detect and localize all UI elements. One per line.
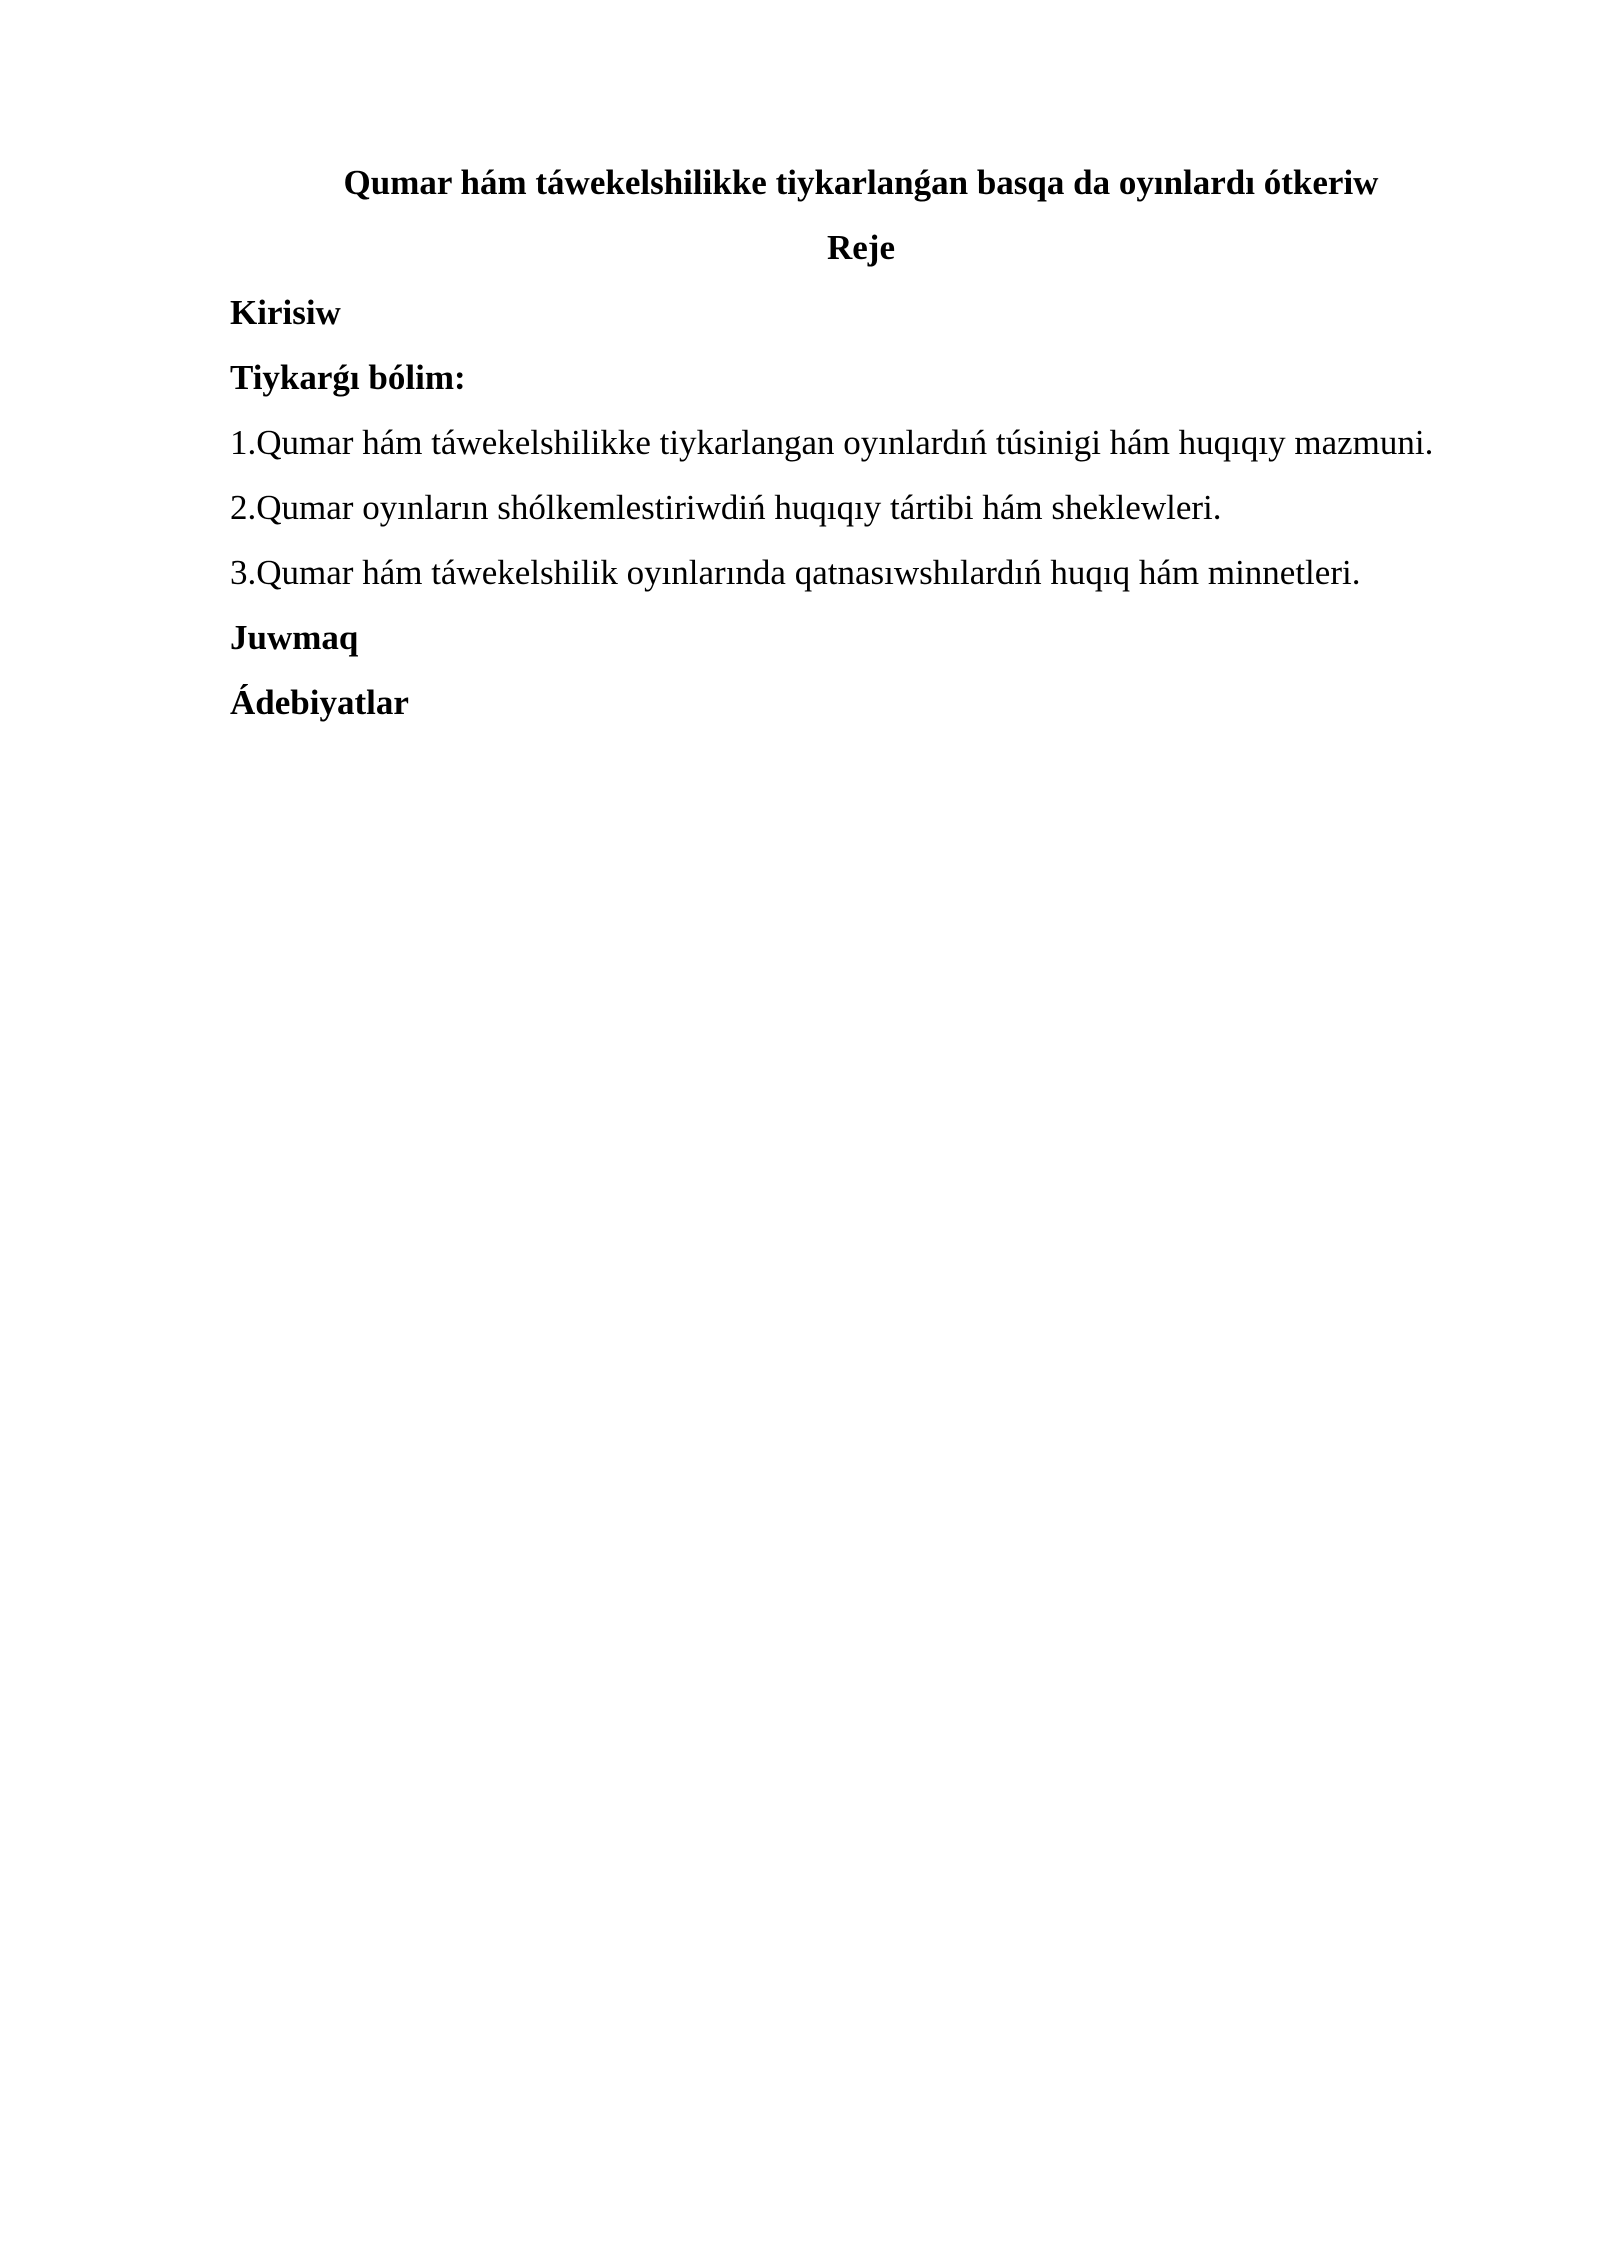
document-title: Qumar hám táwekelshilikke tiykarlanǵan basqa da oyınlardı ótkeriw bbox=[343, 163, 1379, 202]
section-main-part: Tiykarǵı bólim: bbox=[230, 358, 466, 397]
section-intro: Kirisiw bbox=[230, 293, 341, 332]
outline-item-number: 2. bbox=[230, 488, 257, 527]
outline-item-2 bbox=[230, 475, 1492, 540]
document-content bbox=[230, 150, 1492, 735]
section-conclusion: Juwmaq bbox=[230, 618, 359, 657]
outline-item-text: Qumar hám táwekelshilikke tiykarlangan oyınlardıń túsinigi hám huqıqıy mazmuni. bbox=[256, 423, 1434, 462]
outline-item-3 bbox=[230, 540, 1492, 605]
outline-list bbox=[230, 410, 1492, 605]
outline-item-text: Qumar hám táwekelshilik oyınlarında qatnasıwshılardıń huqıq hám minnetleri. bbox=[256, 553, 1361, 592]
outline-item-number: 3. bbox=[230, 553, 257, 592]
outline-item-number: 1. bbox=[230, 423, 257, 462]
outline-item-1 bbox=[230, 410, 1492, 475]
section-references: Ádebiyatlar bbox=[230, 683, 409, 722]
outline-item-text: Qumar oyınların shólkemlestiriwdiń huqıqıy tártibi hám sheklewleri. bbox=[256, 488, 1222, 527]
plan-heading: Reje bbox=[826, 228, 895, 267]
